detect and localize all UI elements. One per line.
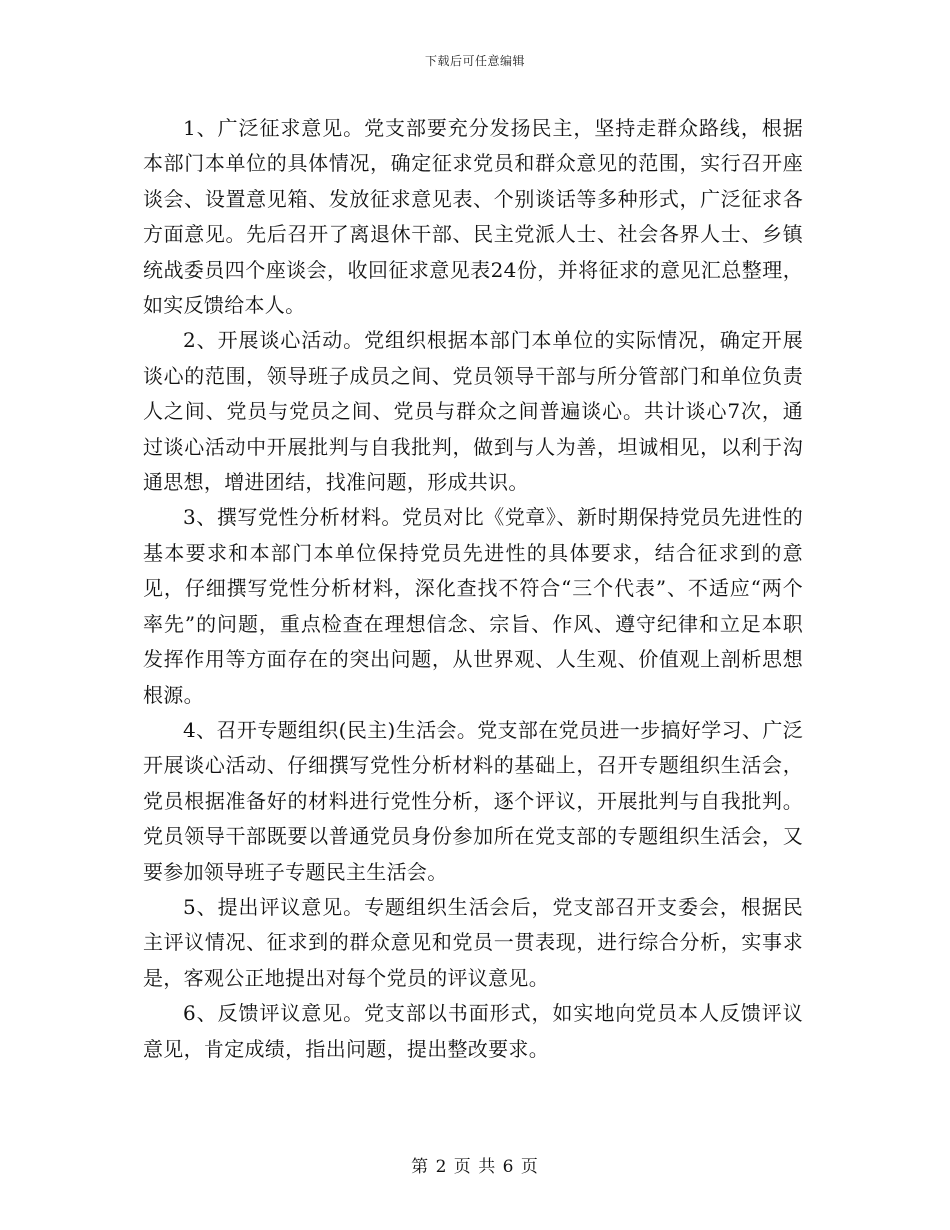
paragraph-2: 2、开展谈心活动。党组织根据本部门本单位的实际情况，确定开展谈心的范围，领导班子成员之间、党员领导干部与所分管部门和单位负责人之间、党员与党员之间、党员与群众之间普遍谈心。共计谈心7次，通过谈心活动中开展批判与自我批判，做到与人为善，坦诚相见，以利于沟通思想，增进团结，找准问题，形成共识。 [143,328,803,495]
paragraph-3: 3、撰写党性分析材料。党员对比《党章》、新时期保持党员先进性的基本要求和本部门本单位保持党员先进性的具体要求，结合征求到的意见，仔细撰写党性分析材料，深化查找不符合“三个代表”、不适应“两个率先”的问题，重点检查在理想信念、宗旨、作风、遵守纪律和立足本职发挥作用等方面存在的突出问题，从世界观、人生观、价值观上剖析思想根源。 [143,505,803,707]
page-number-footer: 第 2 页 共 6 页 [411,1157,539,1177]
document-body [143,111,803,1067]
page-header: 下载后可任意编辑 [424,54,525,68]
paragraph-1: 1、广泛征求意见。党支部要充分发扬民主，坚持走群众路线，根据本部门本单位的具体情况，确定征求党员和群众意见的范围，实行召开座谈会、设置意见箱、发放征求意见表、个别谈话等多种形式，广泛征求各方面意见。先后召开了离退休干部、民主党派人士、社会各界人士、乡镇统战委员四个座谈会，收回征求意见表24份，并将征求的意见汇总整理，如实反馈给本人。 [143,116,803,318]
paragraph-6: 6、反馈评议意见。党支部以书面形式，如实地向党员本人反馈评议意见，肯定成绩，指出问题，提出整改要求。 [143,1001,803,1061]
paragraph-5: 5、提出评议意见。专题组织生活会后，党支部召开支委会，根据民主评议情况、征求到的群众意见和党员一贯表现，进行综合分析，实事求是，客观公正地提出对每个党员的评议意见。 [143,894,803,990]
paragraph-4: 4、召开专题组织(民主)生活会。党支部在党员进一步搞好学习、广泛开展谈心活动、仔细撰写党性分析材料的基础上，召开专题组织生活会，党员根据准备好的材料进行党性分析，逐个评议，开展批判与自我批判。党员领导干部既要以普通党员身份参加所在党支部的专题组织生活会，又要参加领导班子专题民主生活会。 [143,717,803,884]
